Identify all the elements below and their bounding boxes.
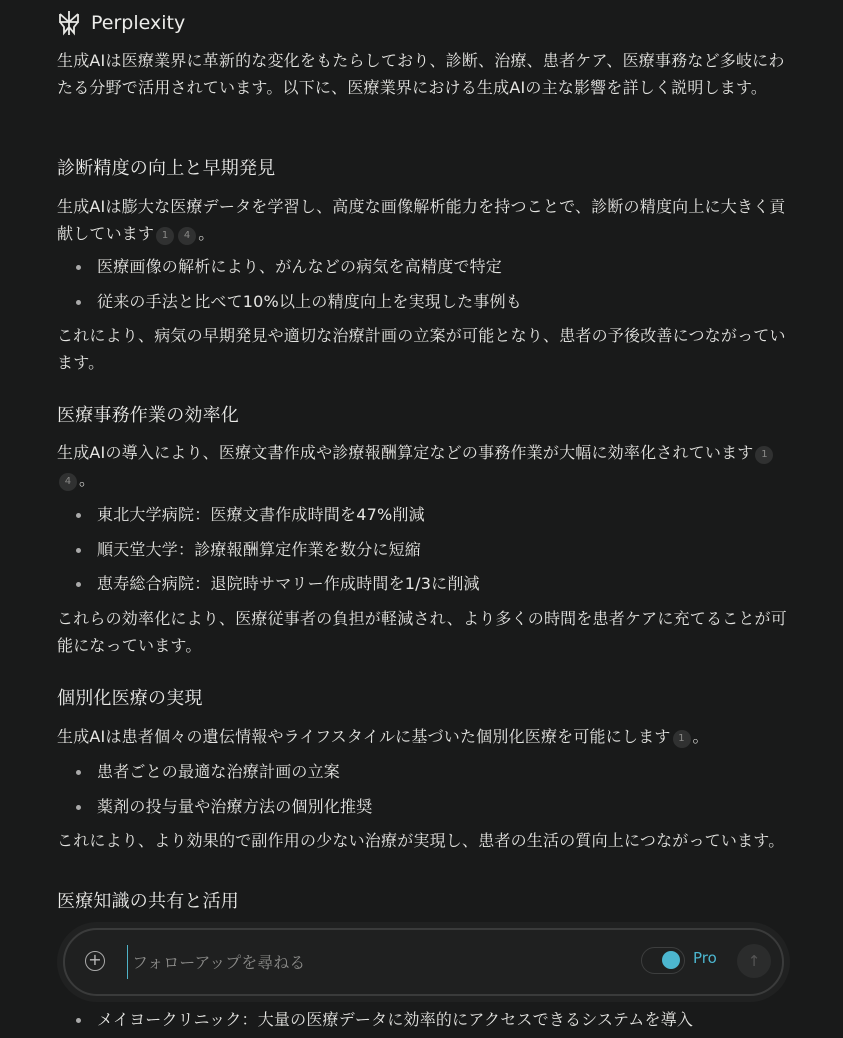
list-item: 東北大学病院：医療文書作成時間を47%削減 <box>57 498 789 533</box>
list-item: 従来の手法と比べて10%以上の精度向上を実現した事例も <box>57 285 789 320</box>
list-item: メイヨークリニック：大量の医療データに効率的にアクセスできるシステムを導入 <box>57 1003 789 1038</box>
pro-label: Pro <box>693 949 717 967</box>
list-item: 順天堂大学：診療報酬算定作業を数分に短縮 <box>57 533 789 568</box>
section-heading: 個別化医療の実現 <box>57 688 203 709</box>
section-closing: これにより、より効果的で副作用の少ない治療が実現し、患者の生活の質向上につながっています。 <box>57 831 785 850</box>
list-item: 薬剤の投与量や治療方法の個別化推奨 <box>57 790 789 825</box>
app-header <box>57 10 185 36</box>
bullet-list <box>57 1003 789 1038</box>
bullet-list <box>57 250 789 319</box>
citation-badge[interactable]: 4 <box>59 473 77 491</box>
follow-up-input[interactable] <box>127 945 614 979</box>
section-closing: これらの効率化により、医療従事者の負担が軽減され、より多くの時間を患者ケアに充てることが可能になっています。 <box>57 609 787 655</box>
section-heading: 医療知識の共有と活用 <box>57 891 239 912</box>
send-arrow-up-icon[interactable]: ↑ <box>737 944 771 978</box>
perplexity-logo-icon <box>57 10 81 36</box>
list-item: 恵寿総合病院：退院時サマリー作成時間を1/3に削減 <box>57 567 789 602</box>
section-lead: 生成AIは患者個々の遺伝情報やライフスタイルに基づいた個別化医療を可能にします 1 。 <box>57 727 709 746</box>
attach-plus-icon[interactable]: + <box>85 951 105 971</box>
bullet-list <box>57 755 789 824</box>
section-closing: これにより、病気の早期発見や適切な治療計画の立案が可能となり、患者の予後改善につながっています。 <box>57 326 786 372</box>
citation-badge[interactable]: 1 <box>156 227 174 245</box>
citation-badge[interactable]: 1 <box>755 446 773 464</box>
section-lead: 生成AIは膨大な医療データを学習し、高度な画像解析能力を持つことで、診断の精度向上に大きく貢献しています 1 4 。 <box>57 197 786 243</box>
follow-up-bar <box>57 922 790 1002</box>
list-item: 患者ごとの最適な治療計画の立案 <box>57 755 789 790</box>
citation-badge[interactable]: 4 <box>178 227 196 245</box>
section-heading: 医療事務作業の効率化 <box>57 405 239 426</box>
app-name: Perplexity <box>91 12 186 34</box>
follow-up-box <box>63 928 784 996</box>
pro-toggle[interactable] <box>641 947 685 974</box>
section-heading: 診断精度の向上と早期発見 <box>57 158 276 179</box>
list-item: 医療画像の解析により、がんなどの病気を高精度で特定 <box>57 250 789 285</box>
citation-badge[interactable]: 1 <box>673 730 691 748</box>
section-lead: 生成AIの導入により、医療文書作成や診療報酬算定などの事務作業が大幅に効率化されています 14 。 <box>57 439 789 493</box>
bullet-list <box>57 498 789 602</box>
toggle-knob <box>662 951 680 969</box>
intro-paragraph: 生成AIは医療業界に革新的な変化をもたらしており、診断、治療、患者ケア、医療事務など多岐にわたる分野で活用されています。以下に、医療業界における生成AIの主な影響を詳しく説明します。 <box>57 51 785 97</box>
